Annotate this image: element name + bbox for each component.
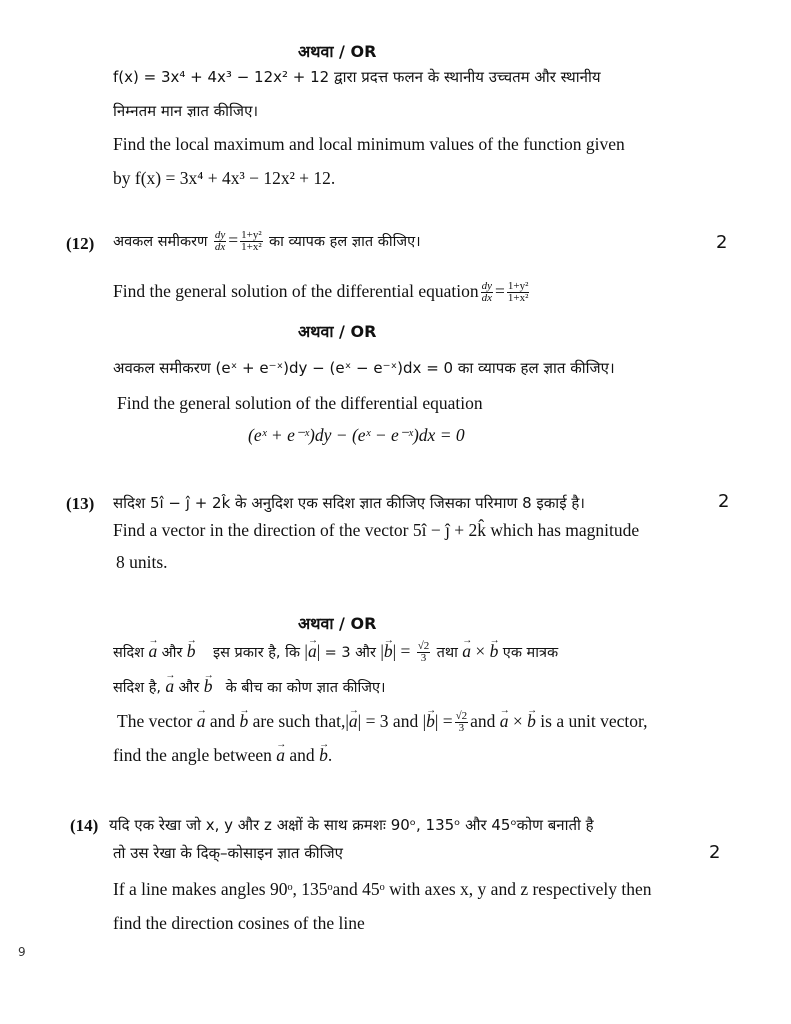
- q11-or-english-line1: Find the local maximum and local minimum values of the function given: [113, 134, 625, 154]
- text: and: [289, 745, 315, 765]
- q13-or-english-line1: The vector → a and → b are such that,|→ a| = 3 and |→ b| = $\frac{√2}{3}$ and → a × → b is a unit vector,: [117, 710, 647, 734]
- q14-marks: 2: [709, 842, 721, 863]
- frac-num: dy: [214, 229, 226, 242]
- q12-english: Find the general solution of the differential equation $\frac{dy}{dx}$ = $\frac{\text{1+y²}}{\text{1+x²}}$: [113, 280, 529, 305]
- cross-symbol: ×: [512, 711, 523, 731]
- vector-a: → a: [276, 745, 285, 765]
- vector-b: → b: [239, 711, 248, 731]
- vector-b: → b: [319, 745, 328, 765]
- text: एक मात्रक: [502, 645, 559, 661]
- frac-num: 1+y²: [507, 280, 529, 293]
- q12-fraction-rhs: [240, 230, 263, 253]
- vector-a: → a: [197, 711, 206, 731]
- vector-b: → b: [426, 711, 435, 731]
- q12-fraction-lhs: [481, 281, 493, 304]
- frac-den: 3: [458, 722, 465, 735]
- text: सदिश है,: [113, 680, 162, 696]
- text: and: [470, 711, 496, 731]
- vector-a: → a: [308, 641, 317, 661]
- q14-hindi-line1: यदि एक रेखा जो x, y और z अक्षों के साथ क्रमशः 90ᵒ, 135ᵒ और 45ᵒकोण बनाती है: [109, 816, 594, 834]
- cross-symbol: ×: [475, 641, 486, 661]
- frac-den: 1+x²: [507, 292, 529, 305]
- vector-a: → a: [462, 641, 471, 661]
- text: The vector: [117, 711, 193, 731]
- vector-a: → a: [349, 711, 358, 731]
- q12-english-pre: Find the general solution of the differential equation: [113, 281, 479, 301]
- q14-hindi-line2: तो उस रेखा के दिक्–कोसाइन ज्ञात कीजिए: [113, 844, 343, 862]
- vector-b: → b: [384, 641, 393, 661]
- text: सदिश: [113, 645, 145, 661]
- q12-hindi: अवकल समीकरण $\frac{dy}{dx}$ = $\frac{\text{1+y²}}{\text{1+x²}}$ का व्यापक हल ज्ञात कीजिए।: [113, 229, 421, 254]
- vector-a: → a: [149, 641, 158, 661]
- q12-or-equation: (eˣ + e⁻ˣ)dy − (eˣ − e⁻ˣ)dx = 0: [248, 425, 465, 445]
- text: and: [209, 711, 236, 731]
- text: are such that,: [252, 711, 346, 731]
- q12-fraction-lhs: [214, 230, 226, 253]
- frac-den: dx: [481, 292, 493, 305]
- q11-or-english-line2: by f(x) = 3x⁴ + 4x³ − 12x² + 12.: [113, 168, 336, 188]
- vector-b: → b: [490, 641, 499, 661]
- q12-hindi-post: का व्यापक हल ज्ञात कीजिए।: [269, 234, 421, 250]
- q12-hindi-pre: अवकल समीकरण: [113, 234, 208, 250]
- q12-marks: 2: [716, 232, 728, 253]
- fraction-sqrt2-over-3: [417, 641, 431, 664]
- vector-b: → b: [187, 641, 196, 661]
- q13-or-hindi-line1: सदिश → a और → b इस प्रकार है, कि |→ a| = 3 और |→ b| = $\frac{√2}{3}$ तथा → a × → b एक मात्रक: [113, 640, 558, 664]
- q13-english-line2: 8 units.: [116, 552, 168, 572]
- frac-num: 1+y²: [241, 229, 262, 242]
- text: is a unit vector,: [540, 711, 648, 731]
- text: इस प्रकार है, कि: [213, 645, 301, 661]
- frac-den: 1+x²: [241, 241, 262, 254]
- frac-num: dy: [481, 280, 493, 293]
- vector-a: → a: [500, 711, 509, 731]
- text: के बीच का कोण ज्ञात कीजिए।: [225, 680, 386, 696]
- q14-english-line2: find the direction cosines of the line: [113, 913, 365, 933]
- q12-fraction-rhs: [507, 281, 530, 304]
- q12-or-hindi: अवकल समीकरण (eˣ + e⁻ˣ)dy − (eˣ − e⁻ˣ)dx = 0 का व्यापक हल ज्ञात कीजिए।: [113, 359, 615, 377]
- q14-english-line1: If a line makes angles 90ᵒ, 135ᵒand 45ᵒ with axes x, y and z respectively then: [113, 879, 652, 899]
- vector-a: → a: [165, 676, 174, 696]
- text: = 3 और: [324, 645, 376, 661]
- question-number-14: (14): [70, 816, 99, 835]
- frac-den: dx: [214, 241, 226, 254]
- page-number: 9: [18, 945, 26, 959]
- q13-english-line1: Find a vector in the direction of the vector 5î − ĵ + 2k̂ which has magnitude: [113, 520, 640, 540]
- or-divider: अथवा / OR: [298, 614, 377, 633]
- text: तथा: [436, 645, 458, 661]
- vector-b: → b: [204, 676, 213, 696]
- question-number-12: (12): [66, 234, 95, 253]
- q13-marks: 2: [718, 491, 730, 512]
- q13-or-hindi-line2: [113, 675, 386, 699]
- q11-or-hindi-line2: निम्नतम मान ज्ञात कीजिए।: [113, 102, 259, 120]
- or-divider: अथवा / OR: [298, 42, 377, 61]
- question-number-13: (13): [66, 494, 95, 513]
- q12-or-english: Find the general solution of the differential equation: [117, 393, 483, 413]
- q11-or-hindi-line1: f(x) = 3x⁴ + 4x³ − 12x² + 12 द्वारा प्रदत्त फलन के स्थानीय उच्चतम और स्थानीय: [113, 68, 601, 86]
- q13-or-english-line2: find the angle between → a and → b.: [113, 744, 332, 766]
- frac-num: √2: [455, 710, 468, 723]
- or-divider: अथवा / OR: [298, 322, 377, 341]
- fraction-sqrt2-over-3: [455, 711, 469, 734]
- text: और: [178, 680, 200, 696]
- frac-den: 3: [420, 652, 427, 665]
- text: और: [161, 645, 183, 661]
- frac-num: √2: [417, 640, 430, 653]
- q13-hindi: सदिश 5î − ĵ + 2k̂ के अनुदिश एक सदिश ज्ञात कीजिए जिसका परिमाण 8 इकाई है।: [113, 494, 585, 512]
- text: find the angle between: [113, 745, 272, 765]
- vector-b: → b: [527, 711, 536, 731]
- text: = 3 and: [365, 711, 419, 731]
